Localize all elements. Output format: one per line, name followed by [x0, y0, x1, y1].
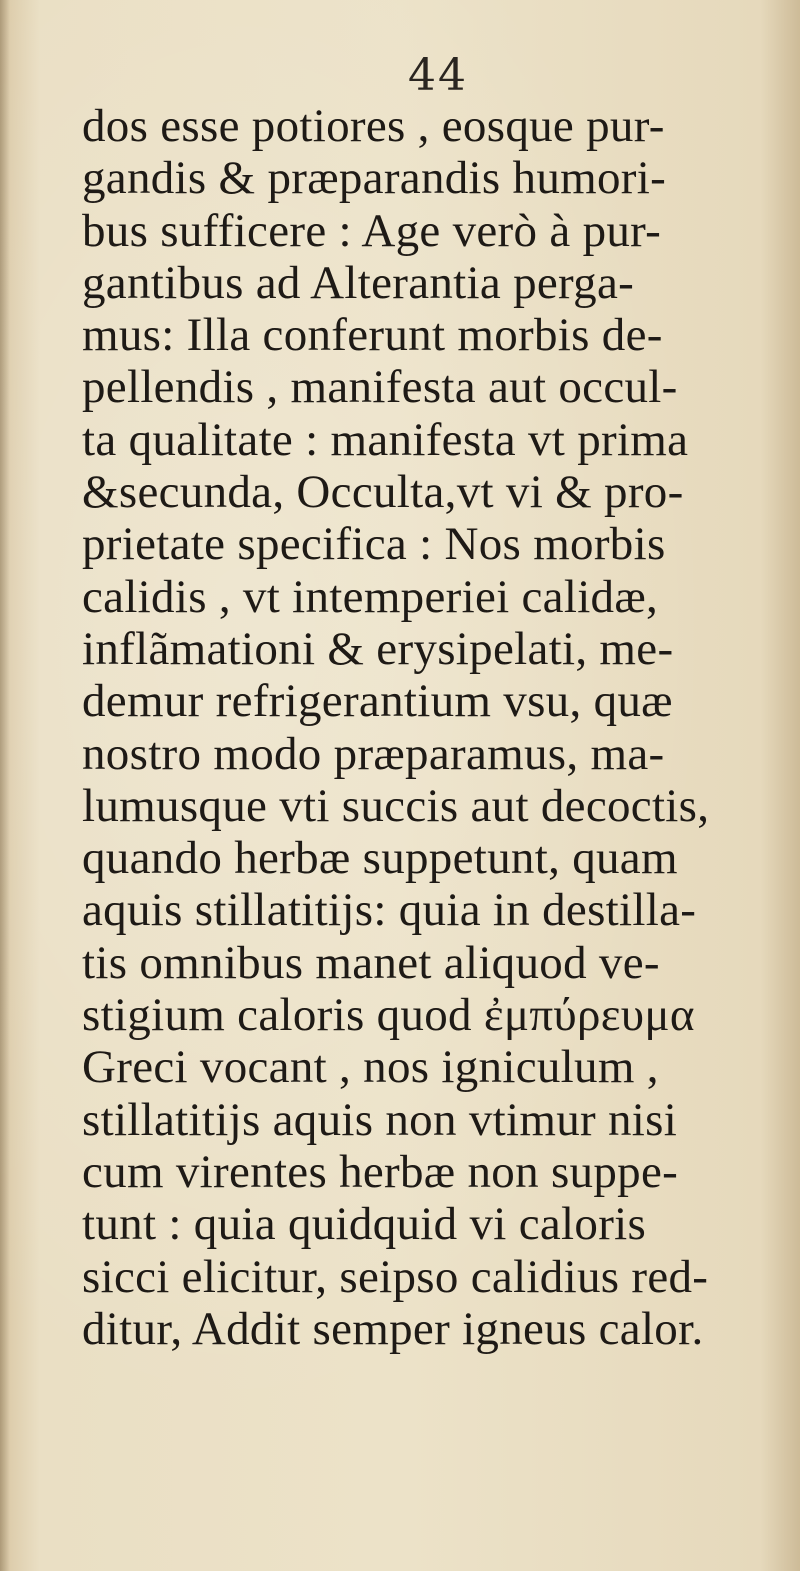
text-line: gantibus ad Alterantia perga- — [82, 256, 635, 309]
text-line: lumusque vti succis aut decoctis, — [82, 779, 710, 832]
text-line: gandis & præparandis humori- — [82, 152, 667, 205]
text-line: mus: Illa conferunt morbis de- — [82, 309, 663, 362]
text-line: inflãmationi & erysipelati, me- — [82, 622, 674, 675]
text-line: aquis stillatitijs: quia in destilla- — [82, 884, 697, 937]
text-line: pellendis , manifesta aut occul- — [82, 361, 678, 414]
text-line: demur refrigerantium vsu, quæ — [82, 675, 673, 728]
text-line: tis omnibus manet aliquod ve- — [82, 936, 660, 989]
text-line: sicci elicitur, seipso calidius red- — [82, 1250, 709, 1303]
text-line: bus sufficere : Age verò à pur- — [82, 204, 662, 257]
text-line: calidis , vt intemperiei calidæ, — [82, 570, 659, 623]
text-line: prietate specifica : Nos morbis — [82, 518, 666, 571]
page-number: 44 — [408, 50, 468, 101]
page-gutter-shadow — [0, 0, 10, 1571]
body-text — [82, 100, 772, 1355]
text-line: cum virentes herbæ non suppe- — [82, 1145, 679, 1198]
text-line: dos esse potiores , eosque pur- — [82, 100, 665, 152]
text-line: stigium caloris quod ἐμπύρευμα — [82, 989, 695, 1042]
text-line: &secunda, Occulta,vt vi & pro- — [82, 466, 684, 519]
text-line: ta qualitate : manifesta vt prima — [82, 413, 689, 466]
text-line: quando herbæ suppetunt, quam — [82, 832, 678, 885]
text-line: Greci vocant , nos igniculum , — [82, 1041, 659, 1094]
text-line: ditur, Addit semper igneus calor. — [82, 1302, 704, 1355]
text-line: nostro modo præparamus, ma- — [82, 727, 665, 780]
text-line: stillatitijs aquis non vtimur nisi — [82, 1093, 678, 1146]
text-line: tunt : quia quidquid vi caloris — [82, 1198, 647, 1251]
